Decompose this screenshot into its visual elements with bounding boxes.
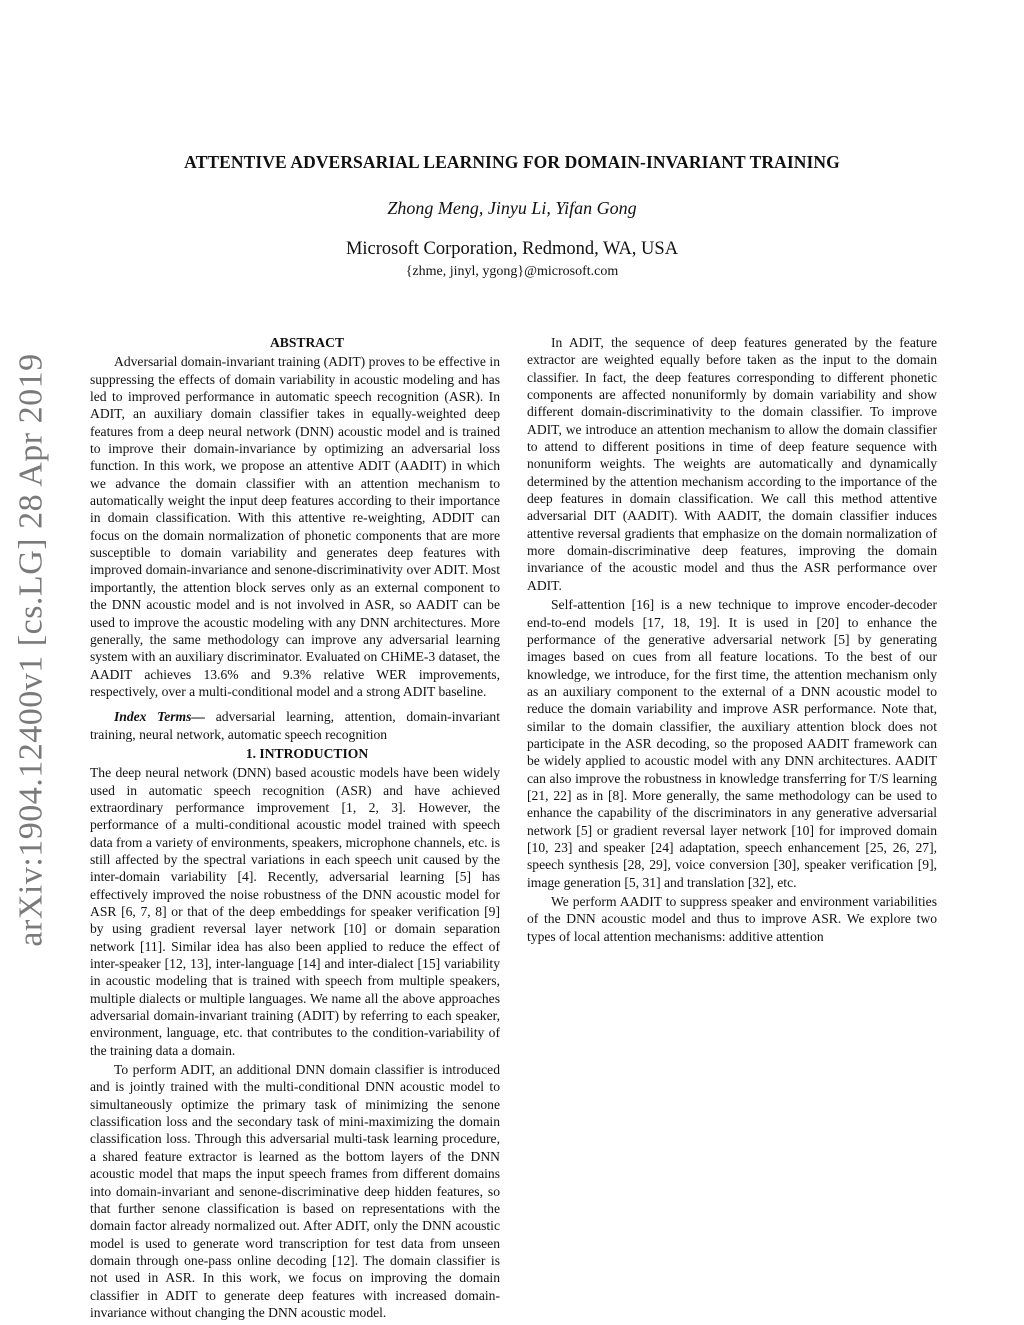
index-terms-label: Index Terms— (114, 709, 206, 725)
index-terms-text: adversarial learning, attention, domain-invariant training, neural network, automatic speech recognition (90, 709, 501, 742)
abstract-body: Adversarial domain-invariant training (ADIT) proves to be effective in suppressing the effects of domain variability in acoustic modeling and has led to improved performance in automatic speech recognition (ASR). In ADIT, an auxiliary domain classifier takes in equally-weighted deep features from a deep neural network (DNN) acoustic model and is trained to improve their domain-invariance by optimizing an adversarial loss function. In this work, we propose an attentive ADIT (AADIT) in which we advance the domain classifier with an attention mechanism to automatically weight the input deep features according to their importance in domain classification. With this attentive re-weighting, ADDIT can focus on the domain normalization of phonetic components that are more susceptible to domain variability and generates deep features with improved domain-invariance and senone-discriminativity over ADIT. Most importantly, the attention block serves only as an external component to the DNN acoustic model and is not involved in ASR, so AADIT can be used to improve the acoustic modeling with any DNN architectures. More generally, the same methodology can improve any adversarial learning system with an auxiliary discriminator. Evaluated on CHiME-3 dataset, the AADIT achieves 13.6% and 9.3% relative WER improvements, respectively, over a multi-conditional model and a strong ADIT baseline. (90, 354, 500, 699)
paper-email: {zhme, jinyl, ygong}@microsoft.com (405, 264, 619, 279)
abstract-heading: ABSTRACT (269, 335, 345, 350)
paper-affiliation: Microsoft Corporation, Redmond, WA, USA (345, 239, 679, 259)
paper-title: ATTENTIVE ADVERSARIAL LEARNING FOR DOMAIN-INVARIANT TRAINING (184, 152, 840, 172)
intro-paragraph-4: Self-attention [16] is a new technique to improve encoder-decoder end-to-end models [17, 18, 19]. It is used in [20] to enhance the performance of the generative adversarial network [5] by generating images based on cues from all feature locations. To the best of our knowledge, we introduce, for the first time, the attention mechanism only as an auxiliary component to the external of a DNN acoustic model to reduce the domain variability and improve ASR performance. Note that, similar to the domain classifier, the auxiliary attention block does not participate in the ASR decoding, so the proposed AADIT framework can be widely applied to acoustic model with any DNN architectures. AADIT can also improve the robustness in knowledge transferring for T/S learning [21, 22] as in [8]. More generally, the same methodology can be used to enhance the capability of the discriminators in any generative adversarial network [5] or gradient reversal layer network [10] for improved domain [10, 23] and speaker [24] adaptation, speech enhancement [25, 26, 27], speech synthesis [28, 29], voice conversion [30], speaker verification [9], image generation [5, 31] and translation [32], etc. (527, 597, 937, 890)
arxiv-identifier (10, 350, 54, 950)
intro-paragraph-1: The deep neural network (DNN) based acoustic models have been widely used in automatic speech recognition (ASR) and have achieved extraordinary performance improvement [1, 2, 3]. However, the performance of a multi-conditional acoustic model trained with speech data from a variety of environments, speakers, microphone channels, etc. is still affected by the spectral variations in each speech unit caused by the inter-domain variability [4]. Recently, adversarial learning [5] has effectively improved the noise robustness of the DNN acoustic model for ASR [6, 7, 8] or that of the deep embeddings for speaker verification [9] by using gradient reversal layer network [10] or domain separation network [11]. Similar idea has also been applied to reduce the effect of inter-speaker [12, 13], inter-language [14] and inter-dialect [15] variability in acoustic modeling that is trained with speech from multiple speakers, multiple dialects or multiple languages. We name all the above approaches adversarial domain-invariant training (ADIT) by referring to each speaker, environment, language, etc. that contributes to the condition-variability of the training data a domain. (90, 765, 500, 1058)
intro-paragraph-5: We perform AADIT to suppress speaker and environment variabilities of the DNN acoustic model and thus to improve ASR. We explore two types of local attention mechanisms: additive attention (527, 894, 937, 944)
intro-paragraph-3: In ADIT, the sequence of deep features generated by the feature extractor are weighted equally before taken as the input to the domain classifier. In fact, the deep features corresponding to different phonetic components are affected nonuniformly by domain variability and show different domain-discriminativity to the domain classifier. To improve ADIT, we introduce an attention mechanism to allow the domain classifier to attend to different positions in time of deep feature sequence with nonuniform weights. The weights are automatically and dynamically determined by the attention mechanism according to the importance of the deep features in domain classification. We call this method attentive adversarial DIT (AADIT). With AADIT, the domain classifier induces attentive reversal gradients that emphasize on the domain normalization of more domain-discriminative deep features, improving the domain invariance of the acoustic model and thus the ASR performance over ADIT. (527, 335, 937, 593)
intro-heading: 1. INTRODUCTION (245, 745, 369, 761)
arxiv-identifier-text: arXiv:1904.12400v1 [cs.LG] 28 Apr 2019 (13, 353, 50, 947)
right-column (527, 334, 937, 945)
paper-header (0, 152, 1024, 280)
index-terms (90, 708, 500, 743)
intro-paragraph-2: To perform ADIT, an additional DNN domain classifier is introduced and is jointly trained with the multi-conditional DNN acoustic model to simultaneously optimize the primary task of minimizing the senone classification loss and the secondary task of mini-maximizing the domain classification loss. Through this adversarial multi-task learning procedure, a shared feature extractor is learned as the bottom layers of the DNN acoustic model that maps the input speech frames from different domains into domain-invariant and senone-discriminative deep hidden features, so that further senone classification is based on representations with the domain factor already normalized out. After ADIT, only the DNN acoustic model is used to generate word transcription for test data from unseen domain through one-pass online decoding [12]. The domain classifier is not used in ASR. In this work, we focus on improving the domain classifier in ADIT to generate deep features with increased domain-invariance without changing the DNN acoustic model. (90, 1062, 500, 1320)
left-column (90, 334, 500, 1321)
paper-authors: Zhong Meng, Jinyu Li, Yifan Gong (387, 198, 637, 218)
